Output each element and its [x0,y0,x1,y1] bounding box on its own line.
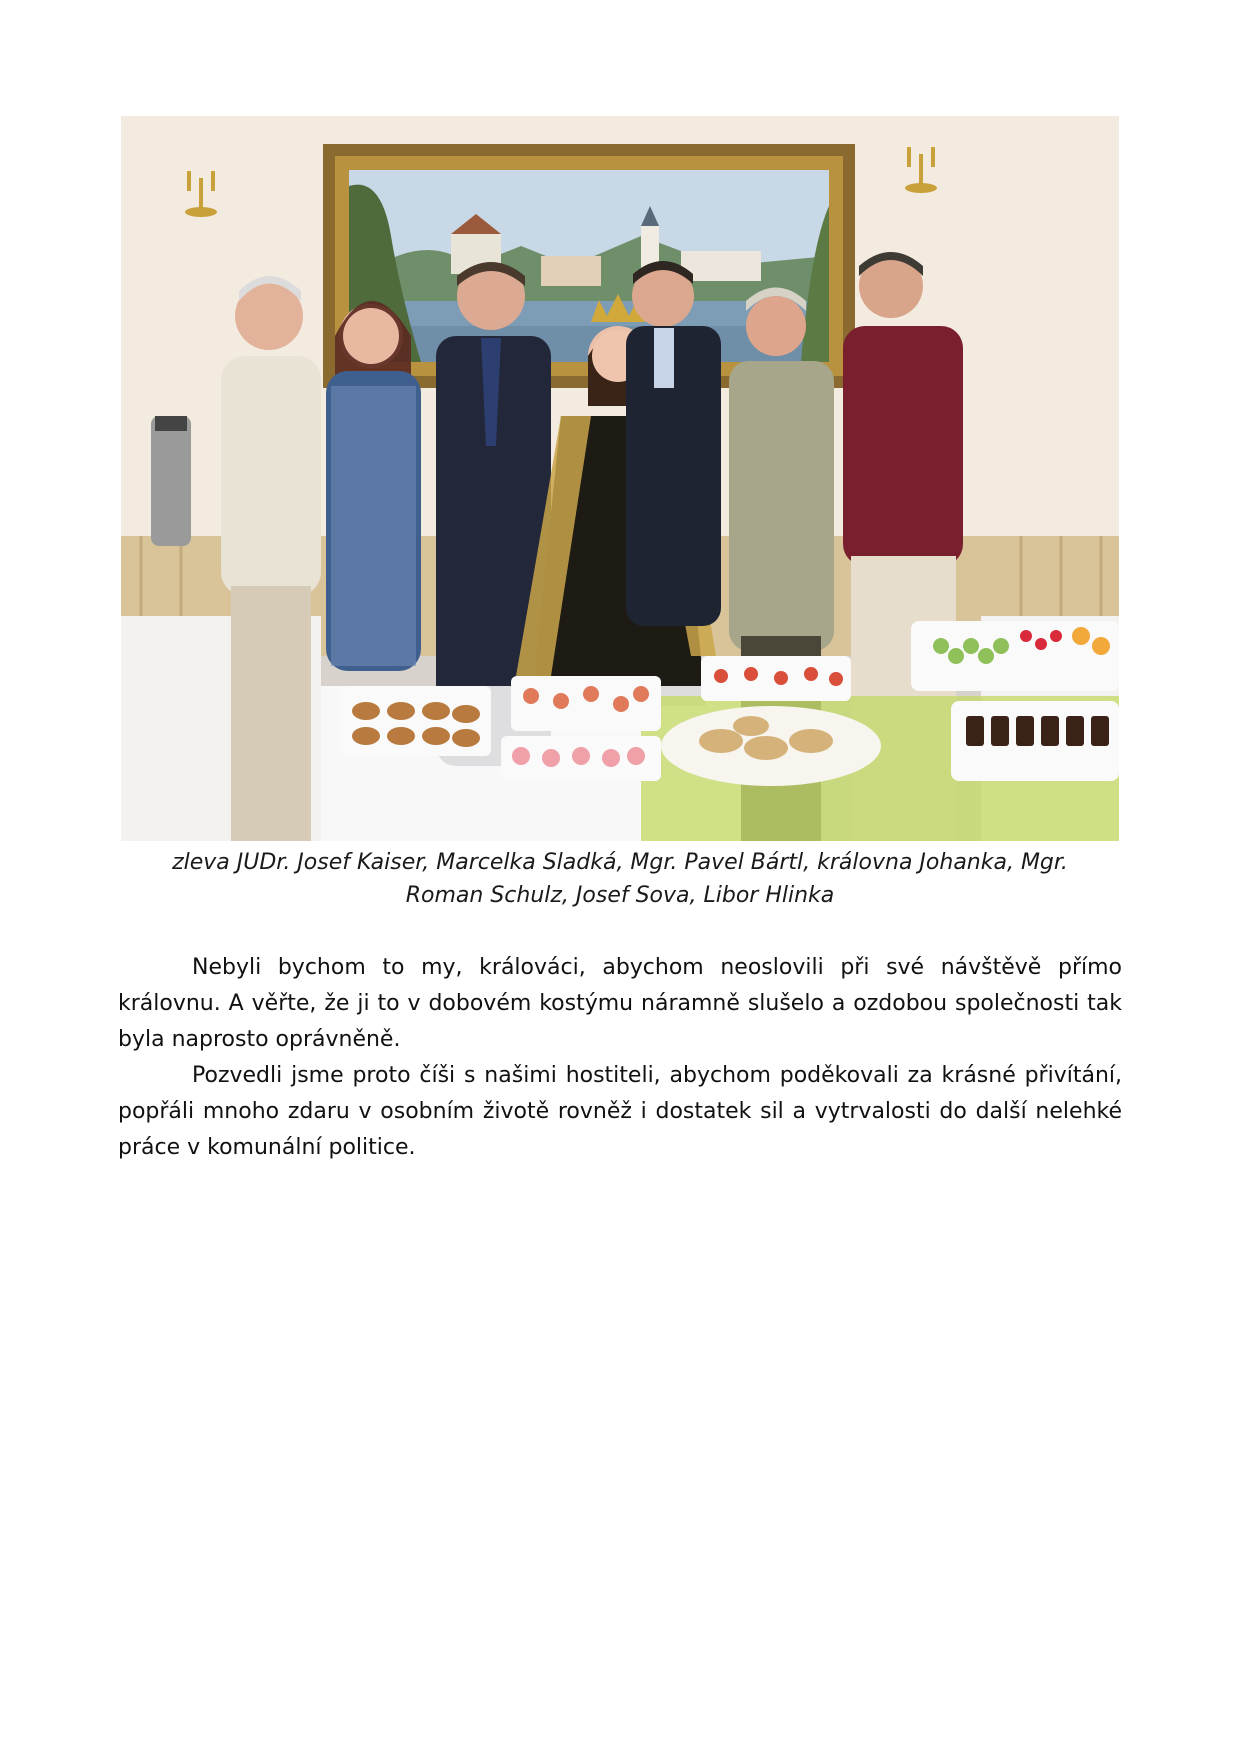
caption-line-1: zleva JUDr. Josef Kaiser, Marcelka Sladká, Mgr. Pavel Bártl, královna Johanka, Mgr. [172,850,1068,875]
group-photo-image [121,116,1119,841]
paragraph-2: Pozvedli jsme proto číši s našimi hostiteli, abychom poděkovali za krásné přivítání, popřáli mnoho zdaru v osobním životě rovněž i dostatek sil a vytrvalosti do další nelehké práce v komunální politice. [118,1063,1122,1160]
caption-line-2: Roman Schulz, Josef Sova, Libor Hlinka [405,883,835,908]
group-photo [121,116,1119,841]
article-body [118,950,1122,1166]
photo-caption [110,846,1130,912]
paragraph-1: Nebyli bychom to my, králováci, abychom neoslovili při své návštěvě přímo královnu. A věřte, že ji to v dobovém kostýmu náramně slušelo a ozdobou společnosti tak byla naprosto oprávněně. [118,955,1122,1052]
